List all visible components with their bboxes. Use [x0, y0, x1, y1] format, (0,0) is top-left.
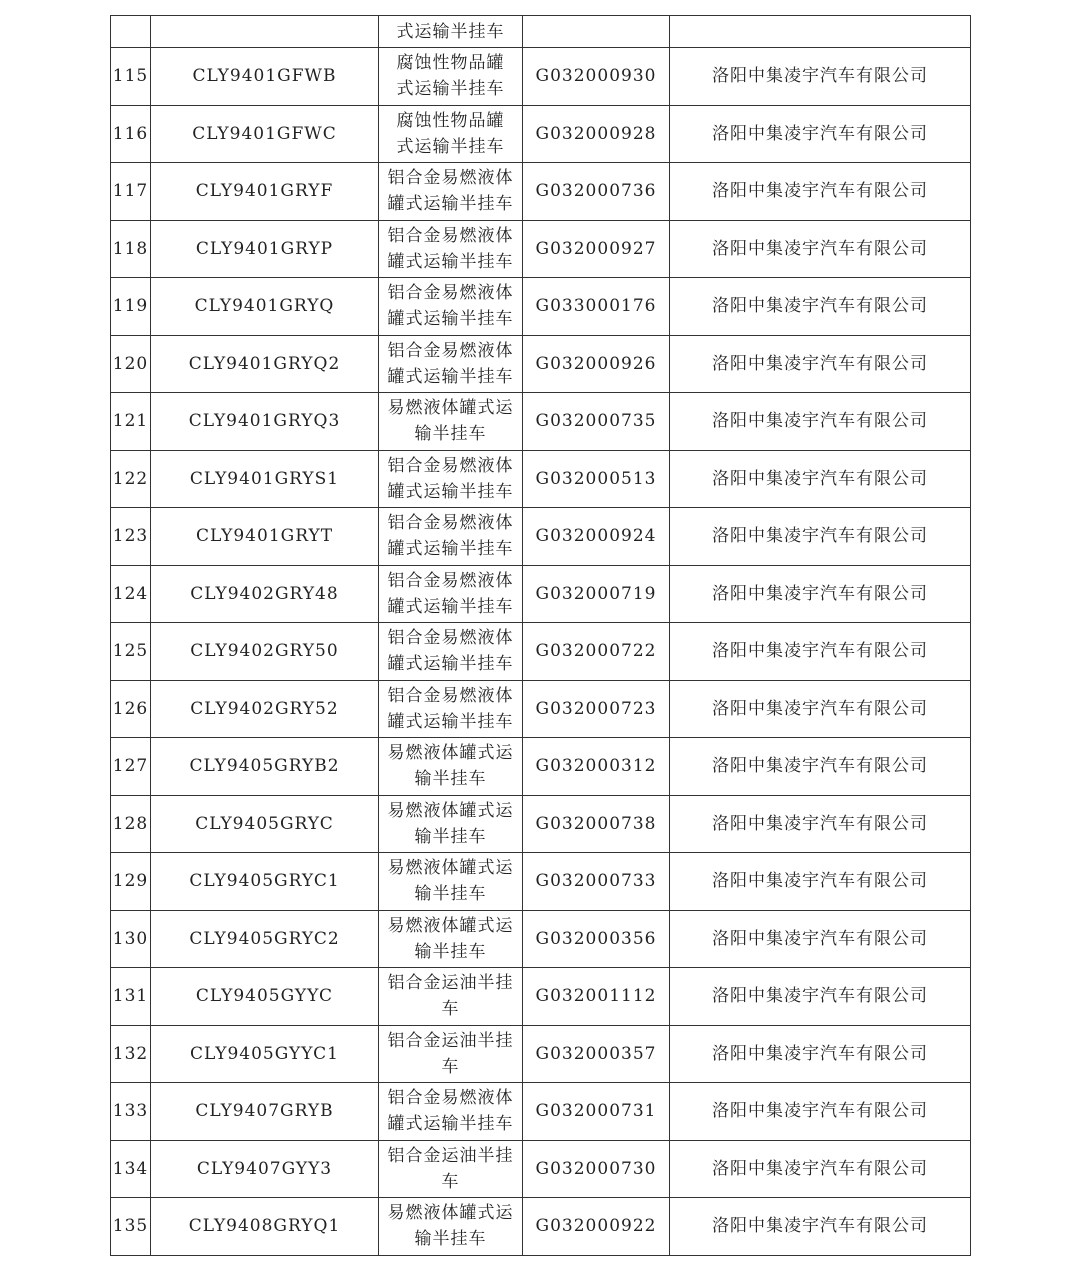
- table-row: [111, 565, 971, 623]
- row-number-cell: 130: [111, 910, 151, 968]
- row-number-cell: 134: [111, 1140, 151, 1198]
- product-name-line-2: 式运输半挂车: [396, 136, 505, 157]
- product-name-line-1: 铝合金运油半挂: [387, 1145, 514, 1166]
- table-row: [111, 1083, 971, 1141]
- row-number-cell: 128: [111, 795, 151, 853]
- model-cell: CLY9402GRY48: [151, 565, 379, 623]
- catalog-code-cell: G032000723: [523, 680, 670, 738]
- table-row: [111, 278, 971, 336]
- product-name-line-2: 罐式运输半挂车: [387, 1114, 514, 1135]
- product-name-line-2: 输半挂车: [414, 941, 487, 962]
- product-name-line-1: 铝合金易燃液体: [387, 340, 514, 361]
- product-name-line-2: 罐式运输半挂车: [387, 539, 514, 560]
- model-cell: CLY9401GRYQ2: [151, 335, 379, 393]
- table-body: [111, 16, 971, 1256]
- row-number-cell: 126: [111, 680, 151, 738]
- table-row-continued: [111, 16, 971, 48]
- product-name-line-2: 式运输半挂车: [396, 79, 505, 100]
- row-number-cell: 117: [111, 163, 151, 221]
- product-name-line-2: 罐式运输半挂车: [387, 366, 514, 387]
- row-number-cell: 123: [111, 508, 151, 566]
- catalog-code-cell: G032000722: [523, 623, 670, 681]
- product-name-cell: [379, 105, 523, 163]
- row-number-cell: 132: [111, 1025, 151, 1083]
- row-number-cell: 135: [111, 1198, 151, 1256]
- product-name-line-1: 铝合金易燃液体: [387, 570, 514, 591]
- product-name-cell: [379, 853, 523, 911]
- product-name-cell: [379, 393, 523, 451]
- company-cell: 洛阳中集凌宇汽车有限公司: [670, 853, 971, 911]
- table-row: [111, 393, 971, 451]
- product-name-line-2: 输半挂车: [414, 826, 487, 847]
- company-cell: 洛阳中集凌宇汽车有限公司: [670, 1140, 971, 1198]
- product-name-cell: [379, 163, 523, 221]
- product-name-line-1: 腐蚀性物品罐: [396, 53, 505, 74]
- company-cell: 洛阳中集凌宇汽车有限公司: [670, 623, 971, 681]
- catalog-code-cell: G032000730: [523, 1140, 670, 1198]
- table-row: [111, 853, 971, 911]
- company-cell: 洛阳中集凌宇汽车有限公司: [670, 680, 971, 738]
- company-cell: 洛阳中集凌宇汽车有限公司: [670, 1083, 971, 1141]
- table-row: [111, 450, 971, 508]
- row-number-cell: 129: [111, 853, 151, 911]
- row-number-cell: 125: [111, 623, 151, 681]
- model-cell: CLY9401GRYQ: [151, 278, 379, 336]
- table-row: [111, 1140, 971, 1198]
- product-name-line-1: 铝合金易燃液体: [387, 513, 514, 534]
- catalog-code-cell: G032000924: [523, 508, 670, 566]
- row-number-cell: 116: [111, 105, 151, 163]
- product-name-cell: [379, 968, 523, 1026]
- model-cell: CLY9405GYYC1: [151, 1025, 379, 1083]
- model-cell: CLY9402GRY50: [151, 623, 379, 681]
- table-row: [111, 968, 971, 1026]
- catalog-code-cell: G032000928: [523, 105, 670, 163]
- catalog-code-cell: G032001112: [523, 968, 670, 1026]
- model-cell: CLY9405GRYB2: [151, 738, 379, 796]
- model-cell: CLY9405GRYC2: [151, 910, 379, 968]
- row-number-cell: 115: [111, 48, 151, 106]
- company-cell: 洛阳中集凌宇汽车有限公司: [670, 220, 971, 278]
- model-cell: CLY9407GRYB: [151, 1083, 379, 1141]
- model-cell: CLY9401GRYQ3: [151, 393, 379, 451]
- row-number-cell: 122: [111, 450, 151, 508]
- model-cell: CLY9408GRYQ1: [151, 1198, 379, 1256]
- product-name-cell: [379, 1025, 523, 1083]
- table-row: [111, 335, 971, 393]
- catalog-code-cell: G032000733: [523, 853, 670, 911]
- table-row: [111, 508, 971, 566]
- row-number-cell: 120: [111, 335, 151, 393]
- catalog-code-cell: G032000513: [523, 450, 670, 508]
- product-name-cell: [379, 48, 523, 106]
- product-name-cell: [379, 450, 523, 508]
- catalog-code-cell: [523, 16, 670, 48]
- row-number-cell: [111, 16, 151, 48]
- table-row: [111, 1025, 971, 1083]
- product-name-line-1: 腐蚀性物品罐: [396, 110, 505, 131]
- product-name-line-2: 车: [441, 999, 460, 1020]
- model-cell: CLY9402GRY52: [151, 680, 379, 738]
- catalog-code-cell: G032000736: [523, 163, 670, 221]
- product-name-cell: [379, 1083, 523, 1141]
- product-name-line-1: 铝合金易燃液体: [387, 225, 514, 246]
- catalog-code-cell: G032000356: [523, 910, 670, 968]
- row-number-cell: 124: [111, 565, 151, 623]
- product-name-cell: [379, 680, 523, 738]
- catalog-code-cell: G032000312: [523, 738, 670, 796]
- product-name-line-2: 罐式运输半挂车: [387, 711, 514, 732]
- product-name-cell: [379, 1140, 523, 1198]
- product-name-line-1: 铝合金易燃液体: [387, 1088, 514, 1109]
- catalog-code-cell: G032000719: [523, 565, 670, 623]
- product-name-line-2: 罐式运输半挂车: [387, 309, 514, 330]
- table-row: [111, 48, 971, 106]
- product-name-line-1: 易燃液体罐式运: [387, 398, 514, 419]
- product-name-line-2: 罐式运输半挂车: [387, 596, 514, 617]
- product-name-line-1: 铝合金易燃液体: [387, 685, 514, 706]
- product-name-line-1: 铝合金运油半挂: [387, 1030, 514, 1051]
- company-cell: 洛阳中集凌宇汽车有限公司: [670, 565, 971, 623]
- company-cell: 洛阳中集凌宇汽车有限公司: [670, 738, 971, 796]
- catalog-code-cell: G032000926: [523, 335, 670, 393]
- product-name-cell: [379, 508, 523, 566]
- catalog-code-cell: G032000735: [523, 393, 670, 451]
- table-row: [111, 105, 971, 163]
- product-name-line-1: 铝合金易燃液体: [387, 455, 514, 476]
- catalog-code-cell: G032000738: [523, 795, 670, 853]
- product-name-cell: [379, 738, 523, 796]
- product-name-line-2: 输半挂车: [414, 424, 487, 445]
- catalog-code-cell: G032000922: [523, 1198, 670, 1256]
- model-cell: CLY9401GRYT: [151, 508, 379, 566]
- product-name-line-1: 铝合金易燃液体: [387, 628, 514, 649]
- catalog-code-cell: G033000176: [523, 278, 670, 336]
- company-cell: 洛阳中集凌宇汽车有限公司: [670, 968, 971, 1026]
- table-row: [111, 795, 971, 853]
- table-row: [111, 738, 971, 796]
- model-cell: CLY9405GYYC: [151, 968, 379, 1026]
- company-cell: 洛阳中集凌宇汽车有限公司: [670, 48, 971, 106]
- product-name-cell: [379, 278, 523, 336]
- table-row: [111, 163, 971, 221]
- table-row: [111, 220, 971, 278]
- company-cell: 洛阳中集凌宇汽车有限公司: [670, 1198, 971, 1256]
- row-number-cell: 121: [111, 393, 151, 451]
- row-number-cell: 118: [111, 220, 151, 278]
- product-name-cell: 式运输半挂车: [379, 16, 523, 48]
- product-name-line-2: 车: [441, 1056, 460, 1077]
- product-name-line-2: 罐式运输半挂车: [387, 194, 514, 215]
- row-number-cell: 127: [111, 738, 151, 796]
- product-name-line-1: 易燃液体罐式运: [387, 858, 514, 879]
- model-cell: CLY9401GRYS1: [151, 450, 379, 508]
- product-name-line-1: 易燃液体罐式运: [387, 800, 514, 821]
- model-cell: CLY9407GYY3: [151, 1140, 379, 1198]
- catalog-code-cell: G032000930: [523, 48, 670, 106]
- company-cell: 洛阳中集凌宇汽车有限公司: [670, 508, 971, 566]
- product-name-cell: [379, 623, 523, 681]
- product-name-line-1: 铝合金运油半挂: [387, 973, 514, 994]
- company-cell: 洛阳中集凌宇汽车有限公司: [670, 393, 971, 451]
- product-name-line-1: 铝合金易燃液体: [387, 283, 514, 304]
- company-cell: 洛阳中集凌宇汽车有限公司: [670, 335, 971, 393]
- company-cell: 洛阳中集凌宇汽车有限公司: [670, 163, 971, 221]
- product-name-line-1: 铝合金易燃液体: [387, 168, 514, 189]
- company-cell: 洛阳中集凌宇汽车有限公司: [670, 795, 971, 853]
- company-cell: 洛阳中集凌宇汽车有限公司: [670, 910, 971, 968]
- product-name-cell: [379, 220, 523, 278]
- model-cell: CLY9405GRYC: [151, 795, 379, 853]
- product-name-line-2: 罐式运输半挂车: [387, 654, 514, 675]
- row-number-cell: 119: [111, 278, 151, 336]
- product-name-line-2: 罐式运输半挂车: [387, 481, 514, 502]
- row-number-cell: 131: [111, 968, 151, 1026]
- row-number-cell: 133: [111, 1083, 151, 1141]
- product-name-cell: [379, 565, 523, 623]
- company-cell: 洛阳中集凌宇汽车有限公司: [670, 105, 971, 163]
- product-name-line-2: 罐式运输半挂车: [387, 251, 514, 272]
- product-name-cell: [379, 335, 523, 393]
- model-cell: CLY9401GFWB: [151, 48, 379, 106]
- model-cell: CLY9401GRYF: [151, 163, 379, 221]
- catalog-code-cell: G032000927: [523, 220, 670, 278]
- model-cell: [151, 16, 379, 48]
- table-row: [111, 1198, 971, 1256]
- product-name-line-2: 输半挂车: [414, 1229, 487, 1250]
- company-cell: 洛阳中集凌宇汽车有限公司: [670, 1025, 971, 1083]
- catalog-code-cell: G032000357: [523, 1025, 670, 1083]
- product-name-line-1: 易燃液体罐式运: [387, 915, 514, 936]
- product-name-line-1: 易燃液体罐式运: [387, 743, 514, 764]
- company-cell: [670, 16, 971, 48]
- company-cell: 洛阳中集凌宇汽车有限公司: [670, 450, 971, 508]
- table-row: [111, 680, 971, 738]
- product-name-cell: [379, 1198, 523, 1256]
- model-cell: CLY9401GFWC: [151, 105, 379, 163]
- product-name-line-2: 输半挂车: [414, 769, 487, 790]
- product-name-line-2: 输半挂车: [414, 884, 487, 905]
- product-name-line-2: 车: [441, 1171, 460, 1192]
- product-name-cell: [379, 910, 523, 968]
- model-cell: CLY9405GRYC1: [151, 853, 379, 911]
- vehicle-catalog-table: [110, 15, 971, 1256]
- model-cell: CLY9401GRYP: [151, 220, 379, 278]
- table-row: [111, 623, 971, 681]
- catalog-code-cell: G032000731: [523, 1083, 670, 1141]
- table-row: [111, 910, 971, 968]
- product-name-cell: [379, 795, 523, 853]
- product-name-line-1: 易燃液体罐式运: [387, 1203, 514, 1224]
- company-cell: 洛阳中集凌宇汽车有限公司: [670, 278, 971, 336]
